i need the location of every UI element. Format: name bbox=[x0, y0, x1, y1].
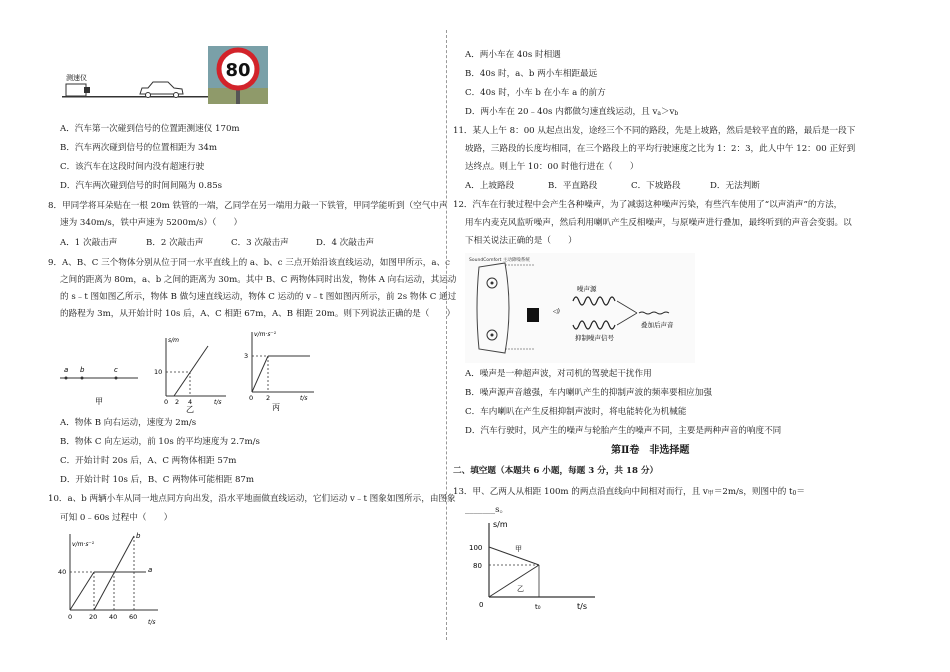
q13-y-tick-80: 80 bbox=[473, 562, 482, 570]
yi-ylabel: s/m bbox=[168, 337, 179, 344]
q9-stem-line4: 的路程为 3m，从开始计时 10s 后，A、C 相距 67m，A、B 相距 20m。则下列说法正确的是（ ） bbox=[60, 309, 456, 319]
q10-option-d-pre: D．两小车在 20﹣40s 内都做匀速直线运动，且 v bbox=[465, 107, 658, 117]
q10-a-accel bbox=[70, 572, 94, 610]
q10-option-d-sub-b: b bbox=[674, 110, 679, 117]
bing-line-rise bbox=[252, 356, 268, 392]
yi-xlabel: t/s bbox=[214, 399, 222, 406]
q8-option-b: B．2 次敲击声 bbox=[146, 238, 204, 248]
yi-x-tick-2: 2 bbox=[175, 398, 180, 406]
q8-stem-line1: 8．甲同学将耳朵贴在一根 20m 铁管的一端，乙同学在另一端用力敲一下铁管，甲同学能听到（空气中声 bbox=[48, 201, 448, 211]
q13-sub-jia: 甲 bbox=[707, 490, 714, 497]
left-column bbox=[48, 0, 457, 672]
noise-cancellation-figure bbox=[465, 253, 695, 363]
speaker-symbol-icon: ◁) bbox=[553, 308, 560, 315]
q12-option-a: A．噪声是一种超声波，对司机的驾驶起干扰作用 bbox=[465, 369, 652, 379]
q13-label-jia: 甲 bbox=[515, 545, 522, 553]
q13-pre: 13．甲、乙两人从相距 100m 的两点沿直线向中间相对而行，且 v bbox=[453, 487, 708, 497]
label-combined: 叠加后声音 bbox=[641, 321, 674, 329]
bing-ylabel: v/m·s⁻¹ bbox=[254, 331, 277, 338]
bing-y-tick: 3 bbox=[244, 352, 249, 360]
q9-stem-line3: 的 s﹣t 图如图乙所示，物体 B 做匀速直线运动，物体 C 运动的 v﹣t 图如图丙所示，前 2s 物体 C 通过 bbox=[60, 292, 457, 302]
car-icon bbox=[140, 82, 183, 98]
q13-xlabel: t/s bbox=[577, 602, 587, 611]
controller-box bbox=[527, 308, 539, 322]
q13-end: ＝ bbox=[796, 487, 805, 497]
q9-stem-line1: 9．A、B、C 三个物体分别从位于同一水平直线上的 a、b、c 三点开始沿该直线运动，如图甲所示，a、c bbox=[48, 258, 450, 268]
q10-option-d bbox=[465, 106, 678, 120]
q13-sub-0: 0 bbox=[792, 490, 797, 497]
q10-option-d-sub-a: a bbox=[657, 110, 661, 117]
q9-figure-yi bbox=[148, 334, 228, 414]
bing-xlabel: t/s bbox=[300, 395, 308, 402]
q8-option-c: C．3 次敲击声 bbox=[231, 238, 289, 248]
q9-figure-bing bbox=[238, 326, 318, 412]
q9-option-c: C．开始计时 20s 后，A、C 两物体相距 57m bbox=[60, 456, 237, 466]
q9-option-d: D．开始计时 10s 后，B、C 两物体可能相距 87m bbox=[60, 475, 255, 485]
q10-stem-line1: 10．a、b 两辆小车从同一地点同方向出发，沿水平地面做直线运动，它们运动 v﹣t 图象如图所示，由图象 bbox=[48, 494, 456, 504]
q7-option-c: C．该汽车在这段时间内没有超速行驶 bbox=[60, 162, 205, 172]
yi-line-a bbox=[174, 346, 208, 396]
q9-option-a: A．物体 B 向右运动，速度为 2m/s bbox=[60, 418, 197, 428]
label-a: a bbox=[64, 366, 69, 374]
q11-option-a: A．上坡路段 bbox=[465, 181, 515, 191]
speed-limit-sign bbox=[208, 46, 268, 104]
q13-t0-tick: t₀ bbox=[535, 603, 541, 611]
section-title: 第Ⅱ卷 非选择题 bbox=[611, 445, 690, 456]
q10-stem-line2: 可知 0﹣60s 过程中（ ） bbox=[60, 513, 173, 523]
speed-limit-number: 80 bbox=[225, 60, 251, 81]
q12-option-b: B．噪声源声音越强，车内喇叭产生的抑制声波的频率要相应加强 bbox=[465, 388, 712, 398]
label-anti-noise: 抑制噪声信号 bbox=[575, 334, 614, 342]
caption-jia: 甲 bbox=[95, 397, 103, 406]
yi-x-tick-4: 4 bbox=[188, 398, 193, 406]
point-b bbox=[81, 377, 84, 380]
detector-lens bbox=[84, 87, 90, 93]
q12-stem-line1: 12．汽车在行驶过程中会产生各种噪声，为了减弱这种噪声污染，有些汽车使用了“以声消声”的方法， bbox=[453, 200, 843, 210]
q10-label-b: b bbox=[136, 532, 141, 540]
q10-x-tick-60: 60 bbox=[129, 613, 138, 621]
label-b: b bbox=[80, 366, 85, 374]
q10-option-a: A．两小车在 40s 时相遇 bbox=[465, 50, 561, 60]
q10-ylabel: v/m·s⁻¹ bbox=[72, 541, 95, 548]
q12-option-c: C．车内喇叭在产生反相抑制声波时，将电能转化为机械能 bbox=[465, 407, 687, 417]
caption-yi: 乙 bbox=[186, 405, 194, 414]
q9-stem-line2: 之间的距离为 80m，a、b 之间的距离为 30m。其中 B、C 两物体同时出发，物体 A 向右运动，其运动 bbox=[60, 275, 457, 285]
q11-stem-line3: 达终点。则上午 10：00 时他行进在（ ） bbox=[465, 162, 639, 172]
q10-xlabel: t/s bbox=[148, 619, 156, 626]
label-c: c bbox=[114, 366, 118, 374]
q13-line-jia bbox=[489, 547, 539, 565]
q10-x-tick-0: 0 bbox=[68, 613, 73, 621]
q13-stem-line2: _______s。 bbox=[465, 505, 509, 515]
q13-line-yi bbox=[489, 565, 539, 597]
q11-option-b: B．平直路段 bbox=[548, 181, 598, 191]
bing-x-tick-2: 2 bbox=[266, 394, 271, 402]
bing-x-tick-0: 0 bbox=[249, 394, 254, 402]
q13-stem-line1 bbox=[453, 486, 805, 500]
q12-stem-line2: 用车内麦克风监听噪声，然后利用喇叭产生反相噪声，与原噪声进行叠加，最终听到的声音会变弱。以 bbox=[465, 218, 852, 228]
q11-option-c: C．下坡路段 bbox=[631, 181, 681, 191]
q7-option-d: D．汽车两次碰到信号的时间间隔为 0.85s bbox=[60, 181, 223, 191]
caption-bing: 丙 bbox=[272, 403, 280, 412]
q10-x-tick-20: 20 bbox=[89, 613, 98, 621]
q10-x-tick-40: 40 bbox=[109, 613, 118, 621]
q10-vt-graph bbox=[58, 528, 168, 628]
q12-stem-line3: 下相关说法正确的是（ ） bbox=[465, 236, 577, 246]
q8-stem-line2: 速为 340m/s，铁中声速为 5200m/s）（ ） bbox=[60, 218, 243, 228]
q8-option-a: A．1 次敲击声 bbox=[60, 238, 118, 248]
detector-label: 测速仪 bbox=[66, 74, 87, 82]
noise-system-title: SoundComfort 主动降噪系统 bbox=[469, 258, 530, 263]
q13-y-tick-100: 100 bbox=[469, 544, 483, 552]
column-divider bbox=[446, 30, 447, 640]
label-noise-source: 噪声源 bbox=[577, 285, 597, 293]
section-subtitle: 二、填空题（本题共 6 小题，每题 3 分，共 18 分） bbox=[453, 466, 659, 476]
q9-option-b: B．物体 C 向左运动，前 10s 的平均速度为 2.7m/s bbox=[60, 437, 260, 447]
q8-option-d: D．4 次敲击声 bbox=[316, 238, 375, 248]
q13-label-yi: 乙 bbox=[517, 585, 524, 593]
speed-detector-figure bbox=[58, 44, 278, 114]
q13-origin: 0 bbox=[479, 601, 484, 609]
q11-stem-line1: 11．某人上午 8：00 从起点出发，途经三个不同的路段，先是上坡路，然后是较平直的路，最后是一段下 bbox=[453, 126, 856, 136]
q13-ylabel: s/m bbox=[493, 520, 508, 529]
q13-post: ＝2m/s，则图中的 t bbox=[713, 487, 793, 497]
q13-st-graph bbox=[463, 517, 603, 617]
yi-y-tick: 10 bbox=[154, 368, 163, 376]
q11-option-d: D．无法判断 bbox=[710, 181, 760, 191]
q10-option-d-mid: ＞v bbox=[660, 107, 675, 117]
right-column bbox=[453, 0, 863, 672]
q12-option-d: D．汽车行驶时，风产生的噪声与轮胎产生的噪声不同，主要是两种声音的响度不同 bbox=[465, 426, 782, 436]
q11-stem-line2: 坡路，三路段的长度均相同，在三个路段上的平均行驶速度之比为 1：2：3，此人中午 12：00 正好到 bbox=[465, 144, 856, 154]
q9-figure-jia bbox=[60, 360, 163, 410]
q10-label-a: a bbox=[148, 566, 153, 574]
yi-x-tick-0: 0 bbox=[164, 398, 169, 406]
q10-y-tick-40: 40 bbox=[58, 568, 67, 576]
point-a bbox=[65, 377, 68, 380]
q10-option-c: C．40s 时，小车 b 在小车 a 的前方 bbox=[465, 88, 606, 98]
q7-option-a: A．汽车第一次碰到信号的位置距测速仪 170m bbox=[60, 124, 240, 134]
q10-option-b: B．40s 时，a、b 两小车相距最远 bbox=[465, 69, 598, 79]
detector-box bbox=[66, 84, 86, 96]
point-c bbox=[115, 377, 118, 380]
q7-option-b: B．汽车两次碰到信号的位置相距为 34m bbox=[60, 143, 218, 153]
